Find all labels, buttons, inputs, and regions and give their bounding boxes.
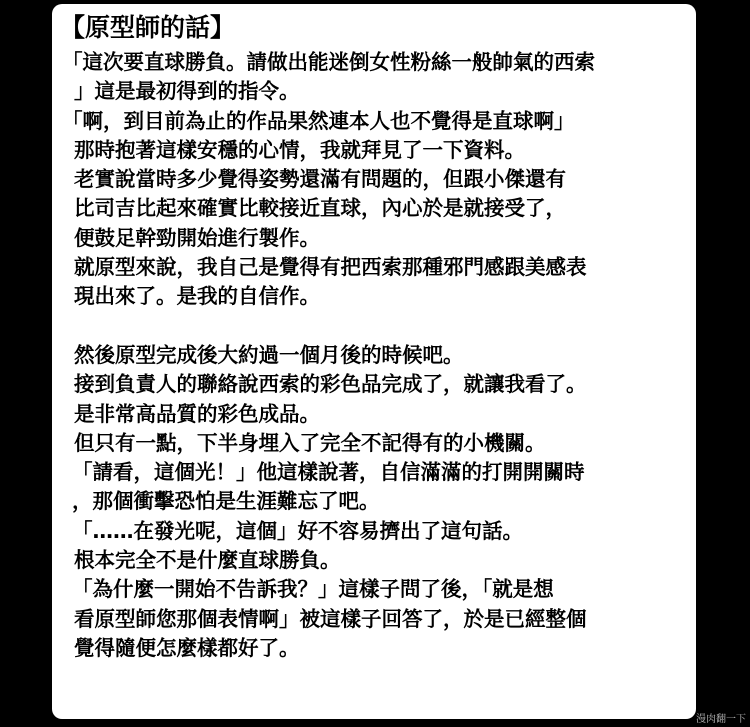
text-line: ，那個衝擊恐怕是生涯難忘了吧。 xyxy=(72,489,380,514)
text-line: 「為什麼一開始不告訴我？」這樣子問了後，「就是想 xyxy=(72,577,554,602)
text-line: 但只有一點，下半身埋入了完全不記得有的小機關。 xyxy=(74,430,546,455)
text-line: 老實說當時多少覺得姿勢還滿有問題的，但跟小傑還有 xyxy=(74,167,566,192)
text-line: 接到負責人的聯絡說西索的彩色品完成了，就讓我看了。 xyxy=(74,372,587,397)
text-panel xyxy=(52,4,696,719)
blank-line xyxy=(62,312,692,341)
text-line: 是非常高品質的彩色成品。 xyxy=(74,401,320,426)
text-line: 「啊，到目前為止的作品果然連本人也不覺得是直球啊」 xyxy=(62,108,575,133)
text-line: 「這次要直球勝負。請做出能迷倒女性粉絲一般帥氣的西索 xyxy=(62,50,595,74)
watermark: 漫肉翻一下 xyxy=(696,714,746,725)
text-line: 根本完全不是什麼直球勝負。 xyxy=(74,548,341,573)
text-line: 就原型來說，我自己是覺得有把西索那種邪門感跟美感表 xyxy=(74,255,587,280)
text-line: 看原型師您那個表情啊」被這樣子回答了，於是已經整個 xyxy=(74,606,587,631)
text-line: 」這是最初得到的指令。 xyxy=(74,79,300,104)
text-line: 然後原型完成後大約過一個月後的時候吧。 xyxy=(74,342,464,367)
text-line: 「……在發光呢，這個」好不容易擠出了這句話。 xyxy=(72,518,523,543)
text-line: 便鼓足幹勁開始進行製作。 xyxy=(74,225,320,250)
body-text xyxy=(62,48,692,663)
text-line: 「請看，這個光！」他這樣說著，自信滿滿的打開開關時 xyxy=(72,460,585,485)
page-title: 【原型師的話】 xyxy=(60,13,236,42)
text-line: 那時抱著這樣安穩的心情，我就拜見了一下資料。 xyxy=(74,137,525,162)
text-line: 比司吉比起來確實比較接近直球，內心於是就接受了， xyxy=(74,196,566,221)
text-line: 現出來了。是我的自信作。 xyxy=(74,284,320,309)
text-line: 覺得隨便怎麼樣都好了。 xyxy=(74,635,300,660)
